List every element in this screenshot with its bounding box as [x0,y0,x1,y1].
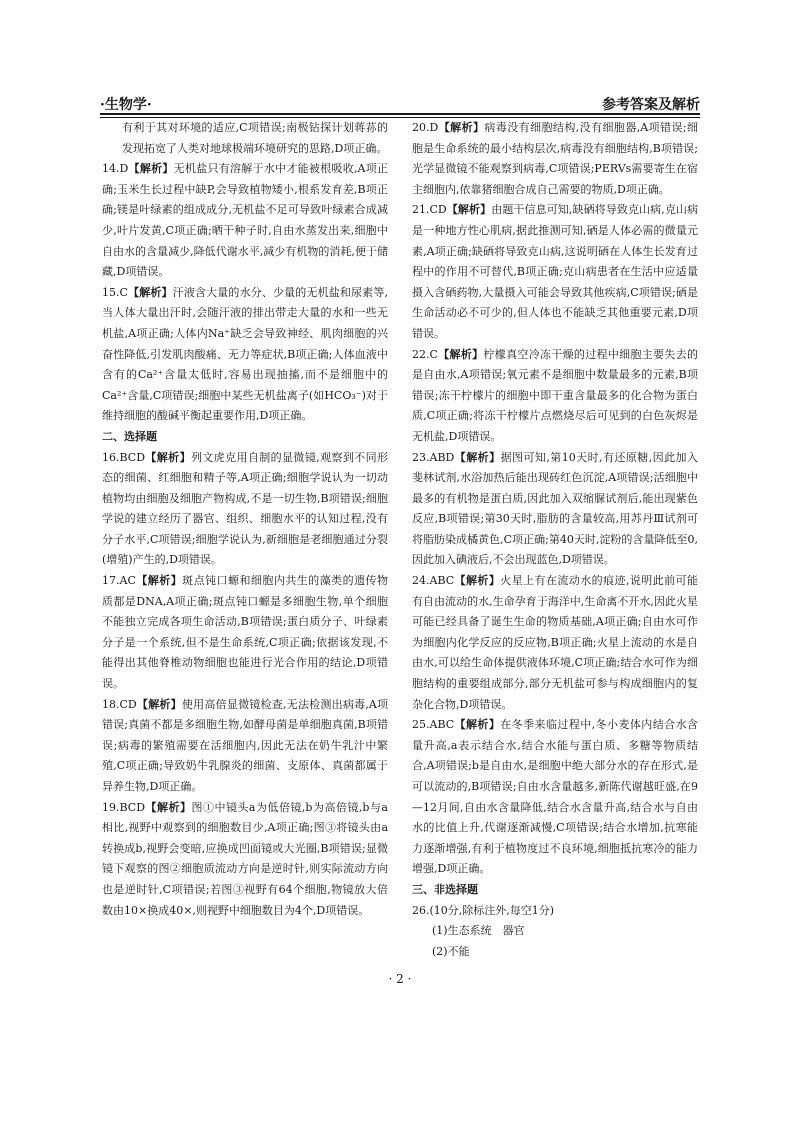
answer-item [102,283,388,427]
question-number: 25.ABC [412,718,455,732]
answer-continuation [102,118,388,159]
question-number: 15.C [102,285,128,299]
answer-item [102,695,388,798]
answer-line: (2)不能 [432,944,470,958]
analysis-tag: 【解析】 [136,697,182,711]
answer-text: 由题干信息可知,缺硒将导致克山病,克山病是一种地方性心肌病,据此推测可知,硒是人体必需的微量元素,A项正确;缺硒将导致克山病,这说明硒在人体生长发育过程中的作用不可替代,B项正确;克山病患者在生活中应适量摄入含硒药物,大量摄入可能会导致其他疾病,C项错误;硒是生命活动必不可少的,但人体也不能缺乏其他重要元素,D项错误。 [412,203,699,340]
question-number: 26. [412,903,430,917]
answer-text: 无机盐只有溶解于水中才能被根吸收,A项正确;玉米生长过程中缺P,会导致植物矮小,根系发育差,B项正确;镁是叶绿素的组成成分,无机盐不足可导致叶绿素合成减少,叶片发黄,C项正确;晒干种子时,自由水蒸发出来,细胞中自由水的含量减少,降低代谢水平,减少有机物的消耗,便于储藏,D项错误。 [102,162,388,279]
left-column [102,118,388,921]
page-number: · 2 · [388,972,412,986]
answer-item [102,448,388,572]
analysis-tag: 【解析】 [128,162,174,176]
answer-item [102,159,388,283]
answer-item [412,345,698,448]
section-heading: 二、选择题 [102,429,157,443]
header-title: 参考答案及解析 [602,97,700,113]
question-number: 18.CD [102,697,137,711]
question-number: 21.CD [412,203,447,217]
header-subject: ·生物学· [100,97,152,113]
answer-item [412,715,698,880]
question-number: 20.D [412,121,439,134]
answer-line: (1)生态系统 器官 [432,924,525,938]
header-rule [100,113,700,115]
answer-item [412,448,698,572]
analysis-tag: 【解析】 [127,285,173,299]
answer-item [412,118,698,200]
analysis-tag: 【解析】 [145,800,192,814]
analysis-tag: 【解析】 [454,574,501,588]
section-heading: 三、非选择题 [412,882,478,896]
analysis-tag: 【解析】 [454,450,501,464]
analysis-tag: 【解析】 [145,450,191,464]
answer-text: 火星上有在流动水的痕迹,说明此前可能有自由流动的水,生命孕育于海洋中,生命离不开水,因此火星可能已经具备了诞生生命的物质基础,A项正确;自由水可作为细胞内化学反应的反应物,B项正确;火星上流动的水是自由水,可以给生命体提供液体环境,C项正确;结合水可作为细胞结构的重要组成部分,部分无机盐可参与构成细胞内的复杂化合物,D项错误。 [412,574,698,711]
answer-text: 图①中镜头a为低倍镜,b为高倍镜,b与a相比,视野中观察到的细胞数目少,A项正确;图③将镜头由a转换成b,视野会变暗,应换成凹面镜或大光圈,B项错误;显微镜下观察的图②细胞质流动方向是逆时针,则实际流动方向也是逆时针,C项错误;若图③视野有64个细胞,物镜放大倍数由10×换成40×,则视野中细胞数目为4个,D项错误。 [102,800,388,917]
answer-item [102,571,388,695]
answer-text: 柠檬真空冷冻干燥的过程中细胞主要失去的是自由水,A项错误;氧元素不是细胞中数量最多的元素,B项错误;冻干柠檬片的细胞中即干重含量最多的化合物为蛋白质,C项正确;将冻干柠檬片点燃烧尽后可见到的白色灰烬是无机盐,D项错误。 [412,347,699,443]
question-number: 17.AC [102,574,136,588]
analysis-tag: 【解析】 [454,718,501,732]
answer-text: 斑点钝口螈和细胞内共生的藻类的遗传物质都是DNA,A项正确;斑点钝口螈是多细胞生物,单个细胞不能独立完成各项生命活动,B项错误;蛋白质分子、叶绿素分子是一个系统,但不是生命系统,C项正确;依据该发现,不能得出其他脊椎动物细胞也能进行光合作用的结论,D项错误。 [102,574,389,691]
question-number: 16.BCD [102,450,146,464]
answer-text: 有利于其对环境的适应,C项错误;南极钻探计划蒋荪的发现拓宽了人类对地球极端环境研究的思路,D项正确。 [122,121,388,155]
answer-text: 在冬季来临过程中,冬小麦体内结合水含量升高,a表示结合水,结合水能与蛋白质、多糖等物质结合,A项错误;b是自由水,是细胞中绝大部分水的存在形式,是可以流动的,B项错误;自由水含量越多,新陈代谢越旺盛,在9—12月间,自由水含量降低,结合水含量升高,结合水与自由水的比值上升,代谢逐渐减慢,C项错误;结合水增加,抗寒能力逐渐增强,有利于植物度过不良环境,细胞抵抗寒冷的能力增强,D项正确。 [412,718,698,876]
page-header [100,90,700,114]
analysis-tag: 【解析】 [437,347,484,361]
answer-item [412,901,698,922]
analysis-tag: 【解析】 [135,574,183,588]
answer-text: 汗液含大量的水分、少量的无机盐和尿素等,当人体大量出汗时,会随汗液的排出带走大量的水和一些无机盐,A项正确;人体内Na⁺缺乏会导致神经、肌肉细胞的兴奋性降低,引发肌肉酸痛、无力等症状,B项正确;人体血液中含有的Ca²⁺含量太低时,容易出现抽搐,而不是细胞中的Ca²⁺含量,C项错误;细胞中某些无机盐离子(如HCO₃⁻)对于维持细胞的酸碱平衡起重要作用,D项正确。 [102,285,388,423]
answer-text: 列文虎克用自制的显微镜,观察到不同形态的细菌、红细胞和精子等,A项正确;细胞学说认为一切动植物均由细胞及细胞产物构成,不是一切生物,B项错误;细胞学说的建立经历了器官、组织、细胞水平的认知过程,没有分子水平,C项错误;细胞学说认为,新细胞是老细胞通过分裂(增殖)产生的,D项错误。 [102,450,389,567]
answer-text: 据图可知,第10天时,有还原糖,因此加入斐林试剂,水浴加热后能出现砖红色沉淀,A项错误;活细胞中最多的有机物是蛋白质,因此加入双缩脲试剂后,能出现紫色反应,B项错误;第30天时,脂肪的含量较高,用苏丹Ⅲ试剂可将脂肪染成橘黄色,C项正确;第40天时,淀粉的含量降低至0,因此加入碘液后,不会出现蓝色,D项错误。 [412,450,698,567]
analysis-tag: 【解析】 [438,121,485,134]
question-number: 23.ABD [412,450,455,464]
answer-item [102,798,388,922]
question-number: 24.ABC [412,574,455,588]
question-number: 14.D [102,162,129,176]
answer-item [412,200,698,344]
answer-text: 使用高倍显微镜检查,无法检测出病毒,A项错误;真菌不都是多细胞生物,如酵母菌是单细胞真菌,B项错误;病毒的繁殖需要在活细胞内,因此无法在奶牛乳汁中繁殖,C项正确;导致奶牛乳腺炎的细菌、支原体、真菌都属于异养生物,D项正确。 [102,697,389,793]
analysis-tag: 【解析】 [446,203,492,217]
answer-text: (10分,除标注外,每空1分) [429,903,555,917]
question-number: 19.BCD [102,800,146,814]
answer-item [412,571,698,715]
right-column [412,118,698,962]
answer-text: 病毒没有细胞结构,没有细胞器,A项错误;细胞是生命系统的最小结构层次,病毒没有细胞结构,B项错误;光学显微镜不能观察到病毒,C项错误;PERVs需要寄生在宿主细胞内,依靠猪细胞合成自己需要的物质,D项正确。 [412,121,698,196]
question-number: 22.C [412,347,438,361]
